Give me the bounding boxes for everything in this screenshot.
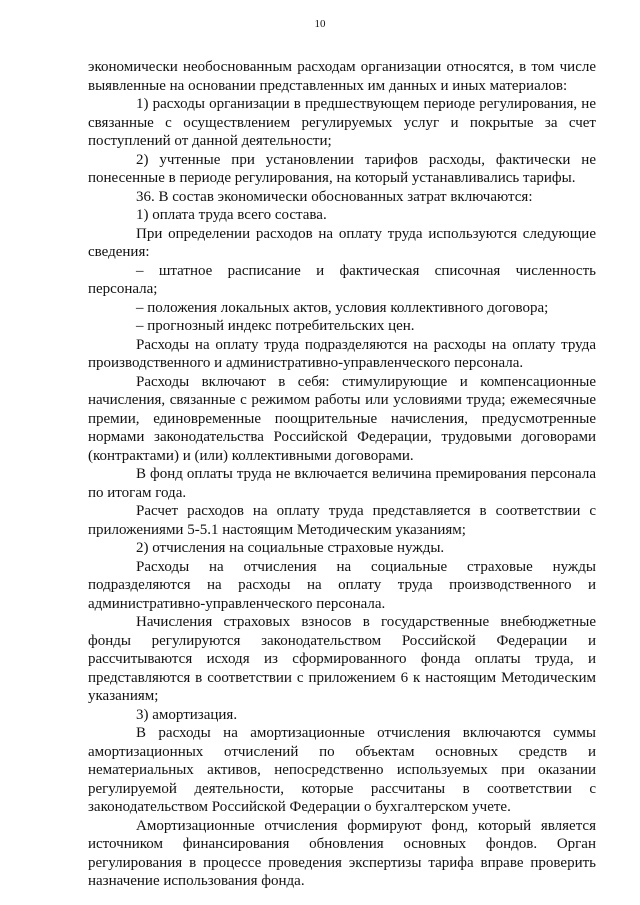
paragraph: Амортизационные отчисления формируют фонд, который является источником финансирования обновления основных фондов. Орган регулирования в процессе проведения экспертизы тарифа вправе проверить назначение использования фонда. <box>88 817 596 889</box>
list-item: 2) отчисления на социальные страховые нужды. <box>136 540 445 556</box>
list-item: 2) учтенные при установлении тарифов расходы, фактически не понесенные в периоде регулирования, на который устанавливались тарифы. <box>88 151 596 186</box>
paragraph: В фонд оплаты труда не включается величина премирования персонала по итогам года. <box>88 466 596 501</box>
paragraph: экономически необоснованным расходам организации относятся, в том числе выявленные на основании представленных им данных и иных материалов: <box>88 59 596 94</box>
paragraph: При определении расходов на оплату труда используются следующие сведения: <box>88 225 596 260</box>
paragraph: В расходы на амортизационные отчисления включаются суммы амортизационных отчислений по объектам основных средств и нематериальных активов, непосредственно используемых при оказании регулируемой деятельности, которые рассчитаны в соответствии с законодательством Российской Федерации о бухгалтерском учете. <box>88 725 596 815</box>
list-item: 1) оплата труда всего состава. <box>136 207 327 223</box>
section-heading: 36. В состав экономически обоснованных затрат включаются: <box>136 188 533 205</box>
page-number: 10 <box>314 18 326 30</box>
list-item: 3) амортизация. <box>136 706 238 723</box>
paragraph: Расходы на оплату труда подразделяются на расходы на оплату труда производственного и административно-управленческого персонала. <box>88 336 596 371</box>
bullet-item: – штатное расписание и фактическая списочная численность персонала; <box>88 262 596 297</box>
bullet-item: – положения локальных актов, условия коллективного договора; <box>136 299 549 316</box>
paragraph: Расходы на отчисления на социальные страховые нужды подразделяются на расходы на оплату труда производственного и административно-управленческого персонала. <box>88 558 596 612</box>
document-body <box>88 58 596 891</box>
bullet-item: – прогнозный индекс потребительских цен. <box>136 318 415 334</box>
paragraph: Расходы включают в себя: стимулирующие и компенсационные начисления, связанные с режимом работы или условиями труда; ежемесячные премии, единовременные поощрительные начисления, предусмотренные нормами законодательства Российской Федерации, трудовыми договорами (контрактами) и (или) коллективными договорами. <box>88 373 596 464</box>
paragraph: Расчет расходов на оплату труда представляется в соответствии с приложениями 5-5.1 настоящим Методическим указаниям; <box>88 503 596 538</box>
paragraph: Начисления страховых взносов в государственные внебюджетные фонды регулируются законодательством Российской Федерации и рассчитываются исходя из сформированного фонда оплаты труда, и представляются в соответствии с приложением 6 к настоящим Методическим указаниям; <box>88 614 596 704</box>
list-item: 1) расходы организации в предшествующем периоде регулирования, не связанные с осуществлением регулируемых услуг и покрытые за счет поступлений от данной деятельности; <box>88 96 596 149</box>
